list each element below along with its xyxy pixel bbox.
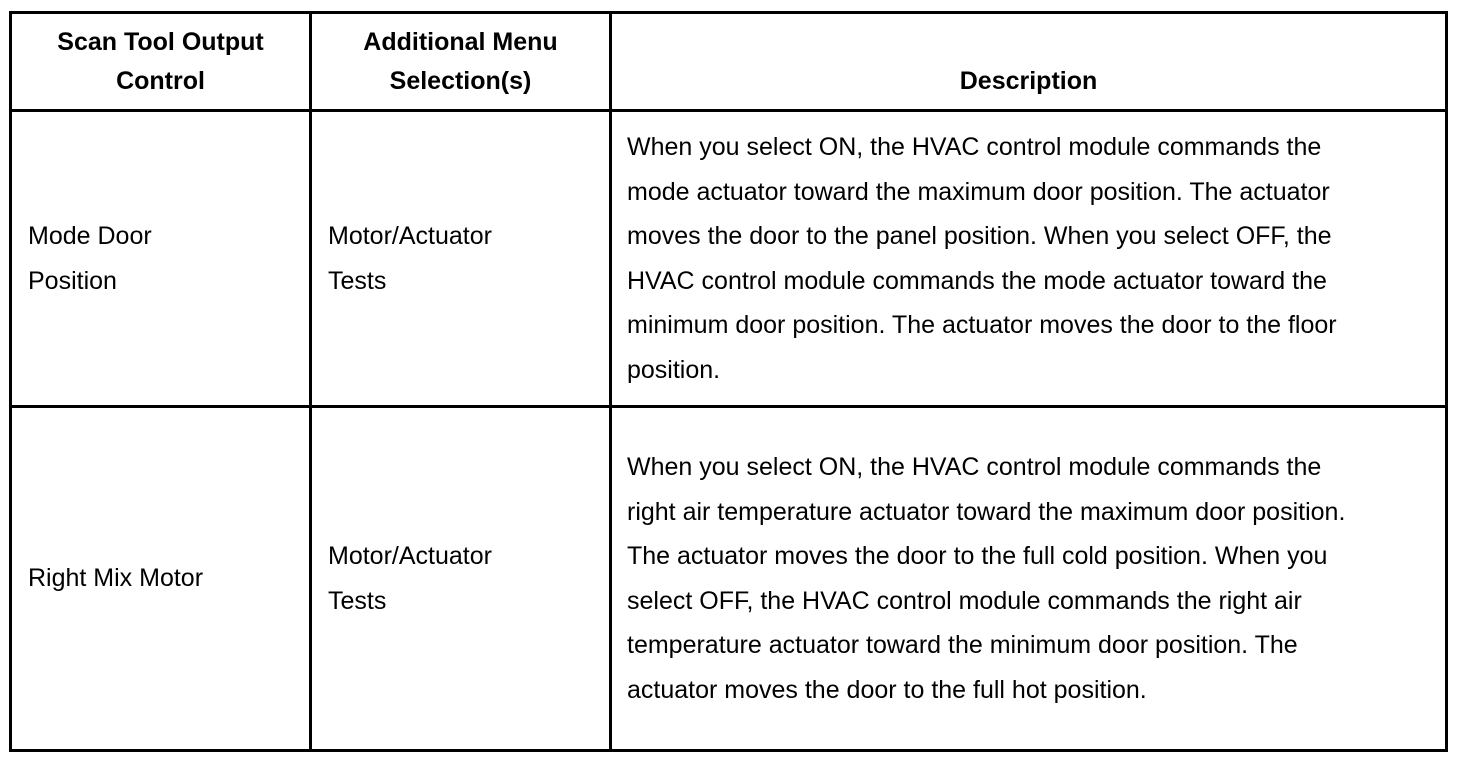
cell-description: [611, 111, 1447, 407]
cell-description: [611, 407, 1447, 751]
header-output-control: [11, 13, 311, 111]
table-row: [11, 111, 1447, 407]
header-output-control-text: Scan Tool Output Control: [57, 27, 264, 95]
header-row: [11, 13, 1447, 111]
cell-menu-selection: [311, 111, 611, 407]
header-menu-selection: [311, 13, 611, 111]
header-description-text: Description: [959, 67, 1098, 95]
table-header: [11, 13, 1447, 111]
output-control-text: Mode Door Position: [28, 222, 152, 295]
table-body: [11, 111, 1447, 751]
description-text: When you select ON, the HVAC control module commands the right air temperature actuator toward the maximum door position. The actuator moves the door to the full cold position. When you select OFF, the HVAC control module commands the right air temperature actuator toward the minimum door position. The actuator moves the door to the full hot position.: [627, 453, 1346, 704]
cell-output-control: [11, 407, 311, 751]
output-control-text: Right Mix Motor: [28, 564, 204, 593]
cell-output-control: [11, 111, 311, 407]
cell-menu-selection: [311, 407, 611, 751]
output-controls-table: [9, 11, 1448, 752]
menu-selection-text: Motor/Actuator Tests: [328, 542, 492, 615]
menu-selection-text: Motor/Actuator Tests: [328, 222, 492, 295]
header-description: [611, 13, 1447, 111]
description-text: When you select ON, the HVAC control module commands the mode actuator toward the maximum door position. The actuator moves the door to the panel position. When you select OFF, the HVAC control module commands the mode actuator toward the minimum door position. The actuator moves the door to the floor position.: [627, 133, 1337, 384]
header-menu-selection-text: Additional Menu Selection(s): [363, 27, 558, 95]
table-row: [11, 407, 1447, 751]
